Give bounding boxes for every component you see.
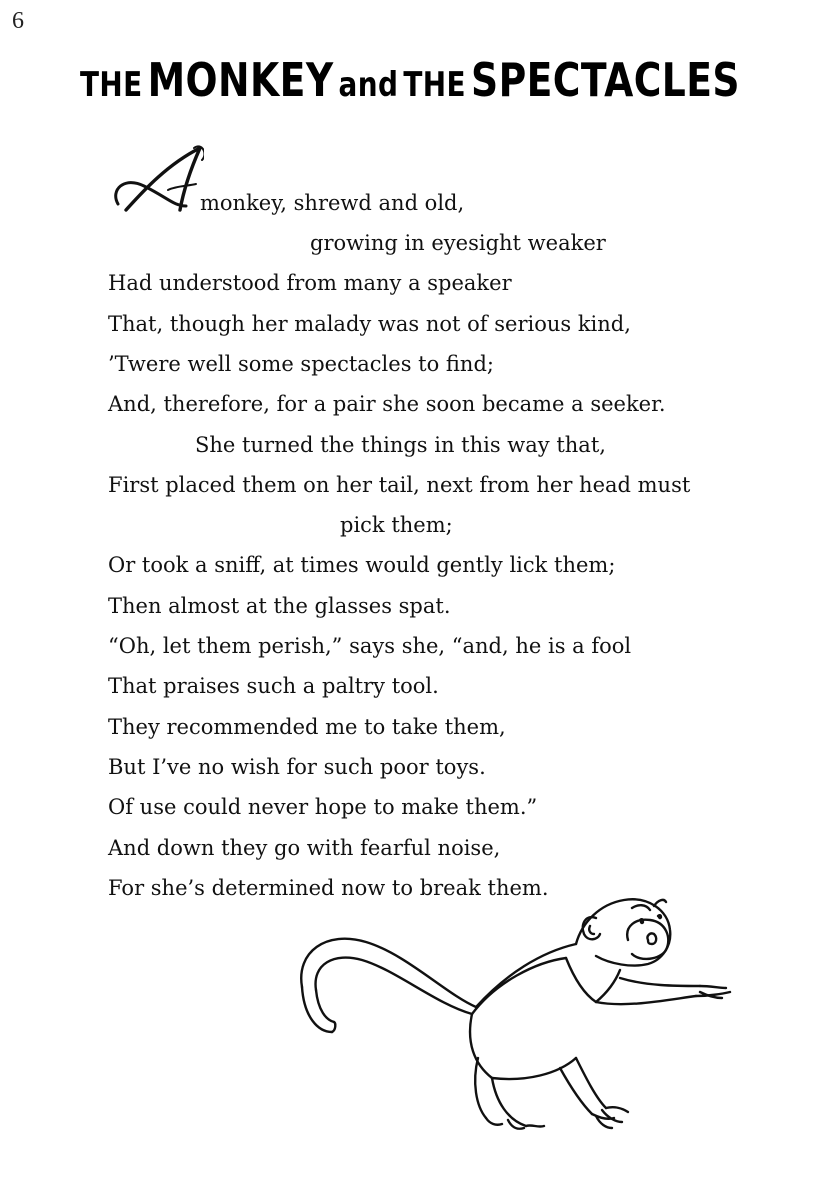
title-word-and: and xyxy=(338,65,399,105)
poem-line-16: Of use could never hope to make them.” xyxy=(108,795,538,819)
title-word-the-2: THE xyxy=(403,65,467,105)
poem-line-4: That, though her malady was not of serious kind, xyxy=(108,312,631,336)
poem-line-2: growing in eyesight weaker xyxy=(310,231,606,255)
poem-line-10: Or took a sniff, at times would gently lick them; xyxy=(108,553,616,577)
page-number: 6 xyxy=(12,8,24,34)
poem-line-9: pick them; xyxy=(340,513,453,537)
poem-line-18: For she’s determined now to break them. xyxy=(108,876,549,900)
poem-line-7: She turned the things in this way that, xyxy=(195,433,606,457)
poem-line-13: That praises such a paltry tool. xyxy=(108,674,439,698)
monkey-illustration xyxy=(296,882,736,1132)
title-word-spectacles: SPECTACLES xyxy=(470,53,740,107)
poem-line-14: They recommended me to take them, xyxy=(108,715,506,739)
poem-line-5: ’Twere well some spectacles to find; xyxy=(108,352,494,376)
poem-line-12: “Oh, let them perish,” says she, “and, he is a fool xyxy=(108,634,632,658)
poem-line-1: monkey, shrewd and old, xyxy=(200,191,465,215)
title-word-monkey: MONKEY xyxy=(147,53,334,107)
poem-line-6: And, therefore, for a pair she soon became a seeker. xyxy=(108,392,666,416)
title-word-the: THE xyxy=(79,65,143,105)
page-title xyxy=(74,52,746,119)
poem-line-17: And down they go with fearful noise, xyxy=(108,836,501,860)
poem-line-11: Then almost at the glasses spat. xyxy=(108,594,451,618)
poem-line-15: But I’ve no wish for such poor toys. xyxy=(108,755,486,779)
poem-line-8: First placed them on her tail, next from her head must xyxy=(108,473,691,497)
poem-line-3: Had understood from many a speaker xyxy=(108,271,512,295)
drop-cap-a xyxy=(108,140,204,220)
